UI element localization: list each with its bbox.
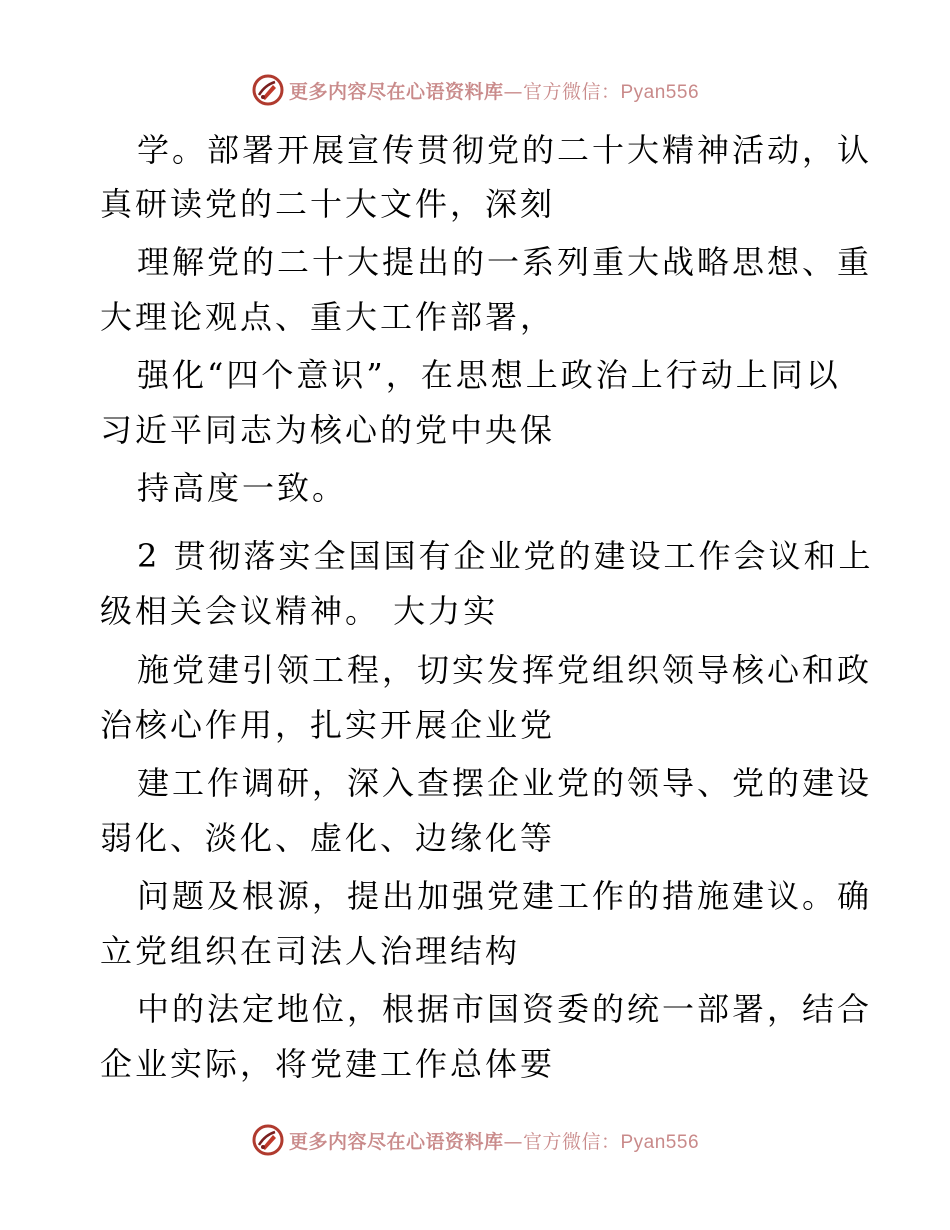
banner-wechat-label: 官方微信： bbox=[522, 1130, 621, 1153]
footer-banner bbox=[0, 1120, 950, 1160]
text-line: 施党建引领工程，切实发挥党组织领导核心和政 bbox=[137, 651, 873, 689]
text-line: 习近平同志为核心的党中央保 bbox=[100, 411, 556, 449]
banner-wechat-id: Pyan556 bbox=[620, 81, 700, 103]
text-line: 理解党的二十大提出的一系列重大战略思想、重 bbox=[137, 243, 873, 281]
header-banner bbox=[0, 70, 950, 110]
text-line: 立党组织在司法人治理结构 bbox=[100, 932, 521, 970]
banner-dash: — bbox=[503, 1130, 523, 1153]
text-line: 治核心作用，扎实开展企业党 bbox=[100, 706, 556, 744]
text-line: 学。部署开展宣传贯彻党的二十大精神活动，认 bbox=[137, 131, 873, 169]
text-line: 问题及根源，提出加强党建工作的措施建议。确 bbox=[137, 877, 873, 915]
text-line: 强化“四个意识”，在思想上政治上行动上同以 bbox=[137, 356, 841, 394]
text-line: 中的法定地位，根据市国资委的统一部署，结合 bbox=[137, 990, 873, 1028]
banner-dash: — bbox=[503, 80, 523, 103]
text-line: 大理论观点、重大工作部署， bbox=[100, 298, 556, 336]
text-line: 持高度一致。 bbox=[137, 469, 348, 507]
text-line: 2 贯彻落实全国国有企业党的建设工作会议和上 bbox=[137, 537, 874, 575]
text-line: 建工作调研，深入查摆企业党的领导、党的建设 bbox=[137, 764, 873, 802]
text-line: 企业实际，将党建工作总体要 bbox=[100, 1045, 556, 1083]
pen-logo-icon bbox=[251, 73, 285, 107]
text-line: 弱化、淡化、虚化、边缘化等 bbox=[100, 819, 556, 857]
pen-logo-icon bbox=[251, 1123, 285, 1157]
text-line: 级相关会议精神。 大力实 bbox=[100, 592, 499, 630]
banner-wechat-id: Pyan556 bbox=[620, 1131, 700, 1153]
banner-main: 更多内容尽在心语资料库 bbox=[288, 80, 504, 103]
banner-wechat-label: 官方微信： bbox=[522, 80, 621, 103]
text-line: 真研读党的二十大文件，深刻 bbox=[100, 185, 556, 223]
banner-text bbox=[289, 77, 699, 104]
banner-main: 更多内容尽在心语资料库 bbox=[288, 1130, 504, 1153]
banner-text bbox=[289, 1127, 699, 1154]
